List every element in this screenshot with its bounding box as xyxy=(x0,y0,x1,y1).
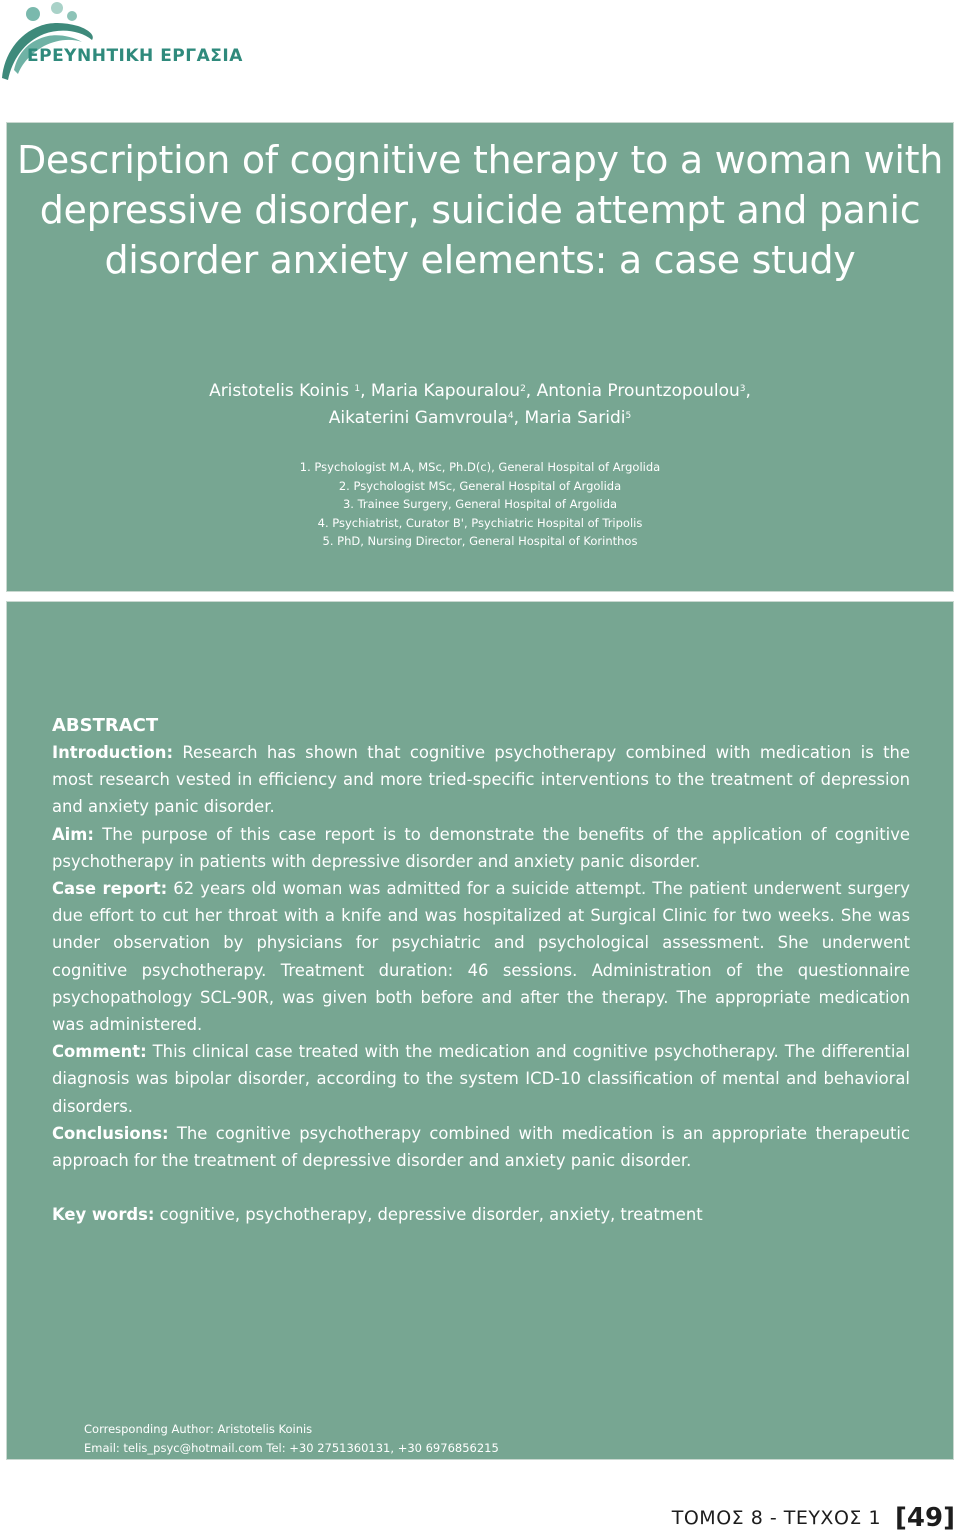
keywords-text: cognitive, psychotherapy, depressive disorder, anxiety, treatment xyxy=(154,1205,703,1225)
author-affil-number: 2 xyxy=(520,384,526,394)
author-name: Maria Saridi xyxy=(524,408,626,428)
author-separator: , xyxy=(525,381,537,401)
abstract-case-report xyxy=(52,875,910,1038)
conclusions-label: Conclusions: xyxy=(52,1123,169,1143)
affiliation-item: 2. Psychologist MSc, General Hospital of Argolida xyxy=(338,478,622,493)
author-name: Maria Kapouralou xyxy=(370,381,521,401)
page-number: [49] xyxy=(895,1503,955,1533)
comment-text: This clinical case treated with the medication and cognitive psychotherapy. The differential diagnosis was bipolar disorder, according to the system ICD-10 classification of mental and behavioral disorders. xyxy=(52,1042,910,1116)
correspondence-block xyxy=(84,1420,499,1458)
article-title-line: disorder anxiety elements: a case study xyxy=(104,238,856,282)
abstract-section xyxy=(52,712,910,1228)
affiliation-item: 5. PhD, Nursing Director, General Hospital of Korinthos xyxy=(322,534,638,548)
conclusions-text: The cognitive psychotherapy combined with medication is an appropriate therapeutic approach for the treatment of depressive disorder and anxiety panic disorder. xyxy=(52,1123,910,1171)
comment-label: Comment: xyxy=(52,1042,147,1062)
article-title-line: Description of cognitive therapy to a woman with xyxy=(16,138,944,182)
author-affil-number: 5 xyxy=(625,411,632,421)
contact-details: Email: telis_psyc@hotmail.com Tel: +30 2751360131, +30 6976856215 xyxy=(84,1441,499,1455)
author-affil-number: 4 xyxy=(507,411,514,421)
case-report-label: Case report: xyxy=(52,879,168,899)
abstract-comment xyxy=(52,1038,910,1120)
abstract-heading: ABSTRACT xyxy=(52,715,159,736)
author-separator: , xyxy=(745,381,751,401)
corresponding-author: Corresponding Author: Aristotelis Koinis xyxy=(84,1422,313,1436)
journal-title: ΕΡΕΥΝΗΤΙΚΗ ΕΡΓΑΣΙΑ xyxy=(27,46,243,66)
volume-issue: ΤΟΜΟΣ 8 - ΤΕΥΧΟΣ 1 xyxy=(671,1507,882,1529)
author-affil-number: 3 xyxy=(739,384,746,394)
author-name: Aristotelis Koinis xyxy=(209,381,355,401)
abstract-aim xyxy=(52,821,910,875)
page-footer xyxy=(672,1500,955,1536)
author-line xyxy=(0,378,960,405)
author-name: Antonia Prountzopoulou xyxy=(536,381,740,401)
keywords-label: Key words: xyxy=(52,1205,155,1225)
affiliation-item: 3. Trainee Surgery, General Hospital of Argolida xyxy=(342,497,618,511)
aim-text: The purpose of this case report is to demonstrate the benefits of the application of cognitive psychotherapy in patients with depressive disorder and anxiety panic disorder. xyxy=(52,824,910,871)
introduction-label: Introduction: xyxy=(52,743,174,762)
author-separator: , xyxy=(360,381,371,401)
introduction-text: Research has shown that cognitive psychotherapy combined with medication is the most research vested in efficiency and more tried-specific interventions to the treatment of depression and anxiety panic disorder. xyxy=(52,743,910,817)
author-list xyxy=(0,378,960,432)
article-title xyxy=(0,135,960,285)
abstract-conclusions xyxy=(52,1120,910,1174)
aim-label: Aim: xyxy=(52,824,94,844)
affiliation-item: 1. Psychologist M.A, MSc, Ph.D(c), General Hospital of Argolida xyxy=(299,460,661,474)
author-affil-number: 1 xyxy=(354,384,361,394)
journal-logo-icon xyxy=(0,0,110,90)
author-separator: , xyxy=(513,408,525,428)
affiliation-list xyxy=(0,458,960,551)
abstract-keywords xyxy=(52,1201,910,1228)
abstract-introduction xyxy=(52,739,910,821)
affiliation-item: 4. Psychiatrist, Curator B', Psychiatric Hospital of Tripolis xyxy=(317,515,643,530)
author-line xyxy=(0,405,960,432)
article-title-line: depressive disorder, suicide attempt and panic xyxy=(39,188,921,232)
case-report-text: 62 years old woman was admitted for a suicide attempt. The patient underwent surgery due effort to cut her throat with a knife and was hospitalized at Surgical Clinic for two weeks. She was under observation by physicians for psychiatric and psychological assessment. She underwent cognitive psychotherapy. Treatment duration: 46 sessions. Administration of the questionnaire psychopathology SCL-90R, was given both before and after the therapy. The appropriate medication was administered. xyxy=(52,879,910,1035)
author-name: Aikaterini Gamvroula xyxy=(328,408,508,428)
